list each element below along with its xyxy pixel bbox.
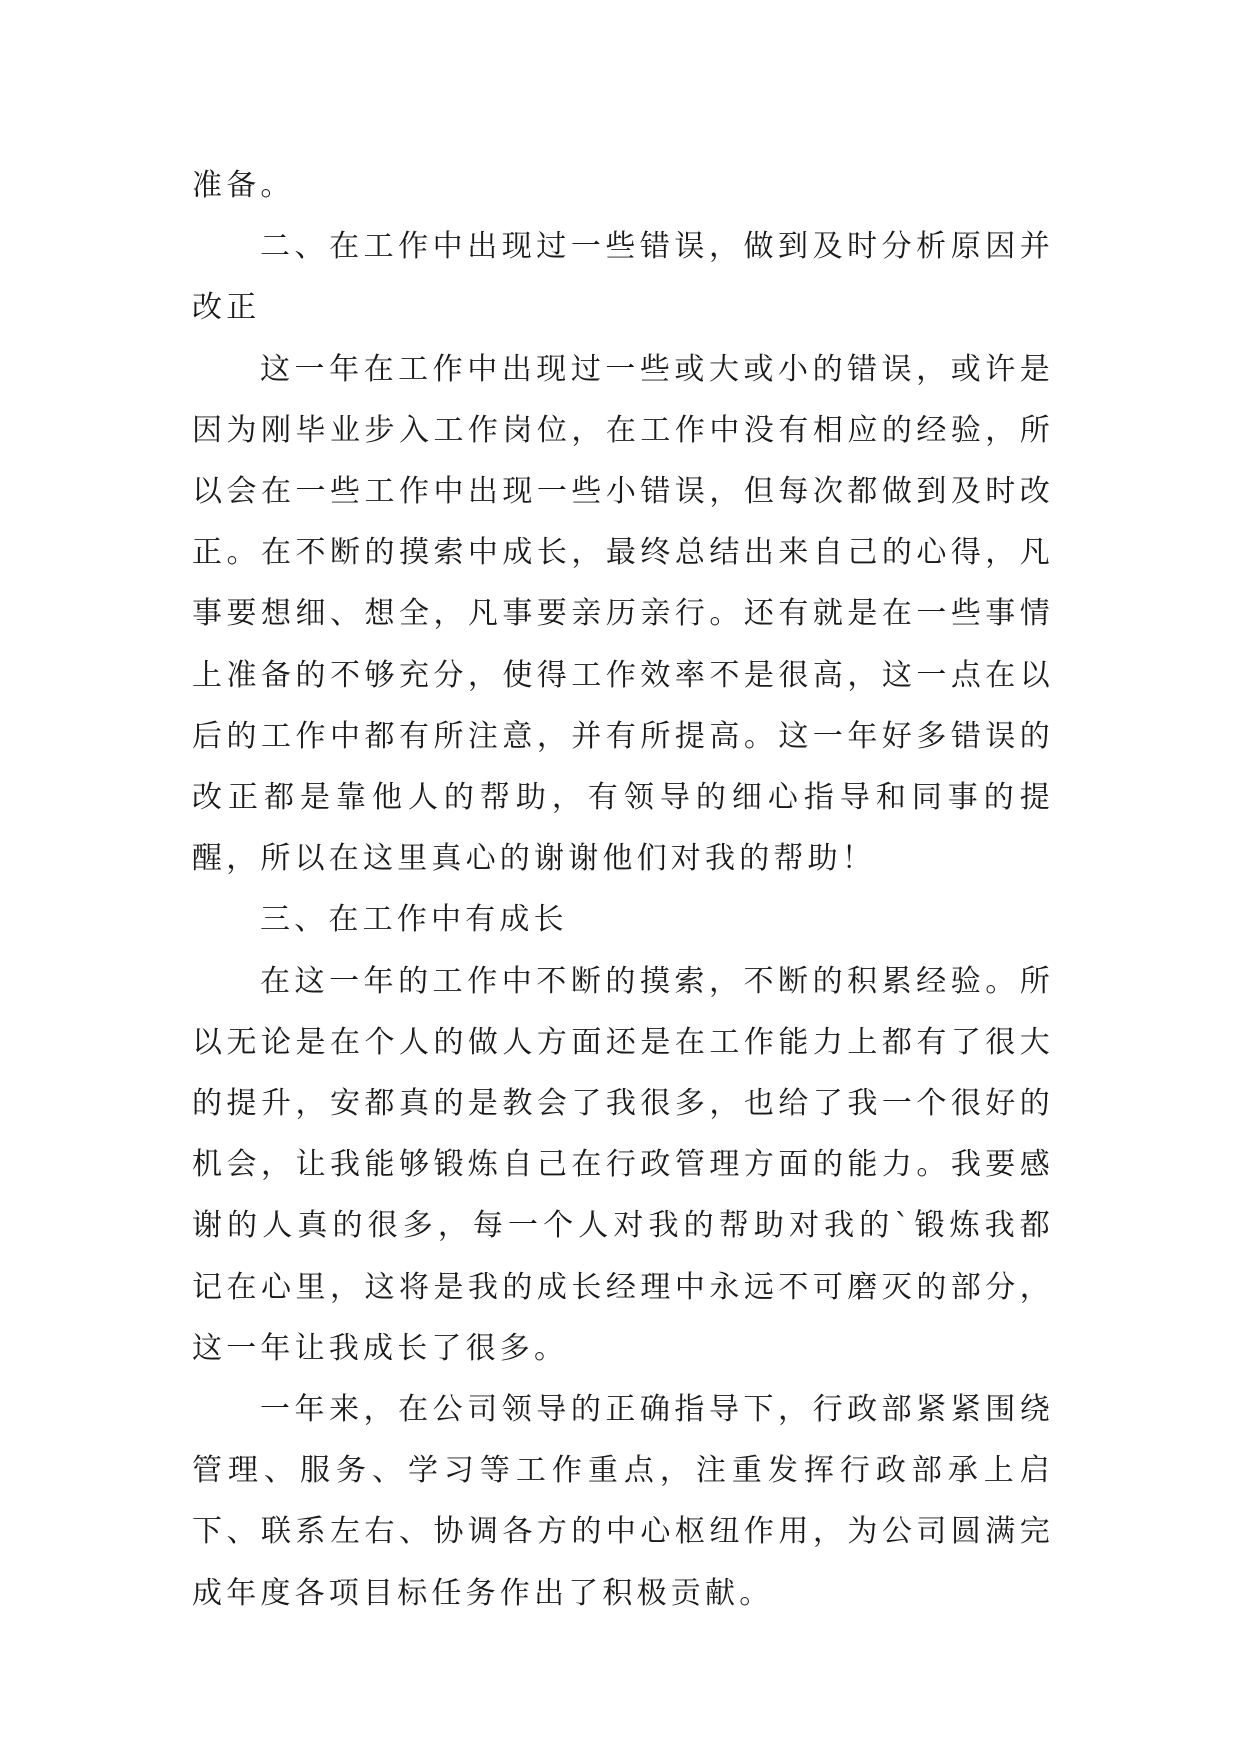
paragraph-summary: 一年来，在公司领导的正确指导下，行政部紧紧围绕管理、服务、学习等工作重点，注重发挥行政部承上启下、联系左右、协调各方的中心枢纽作用，为公司圆满完成年度各项目标任务作出了积极贡献。 [192, 1392, 1054, 1611]
paragraph-errors: 这一年在工作中出现过一些或大或小的错误，或许是因为刚毕业步入工作岗位，在工作中没有相应的经验，所以会在一些工作中出现一些小错误，但每次都做到及时改正。在不断的摸索中成长，最终总结出来自己的心得，凡事要想细、想全，凡事要亲历亲行。还有就是在一些事情上准备的不够充分，使得工作效率不是很高，这一点在以后的工作中都有所注意，并有所提高。这一年好多错误的改正都是靠他人的帮助，有领导的细心指导和同事的提醒，所以在这里真心的谢谢他们对我的帮助！ [192, 351, 1054, 877]
paragraph-growth: 在这一年的工作中不断的摸索，不断的积累经验。所以无论是在个人的做人方面还是在工作能力上都有了很大的提升，安都真的是教会了我很多，也给了我一个很好的机会，让我能够锻炼自己在行政管理方面的能力。我要感谢的人真的很多，每一个人对我的帮助对我的`锻炼我都记在心里，这将是我的成长经理中永远不可磨灭的部分，这一年让我成长了很多。 [192, 963, 1054, 1366]
paragraph-continuation: 准备。 [192, 168, 295, 203]
section-heading-2: 二、在工作中出现过一些错误，做到及时分析原因并改正 [192, 229, 1054, 326]
section-heading-3: 三、在工作中有成长 [260, 902, 568, 938]
document-page [192, 155, 1054, 1624]
